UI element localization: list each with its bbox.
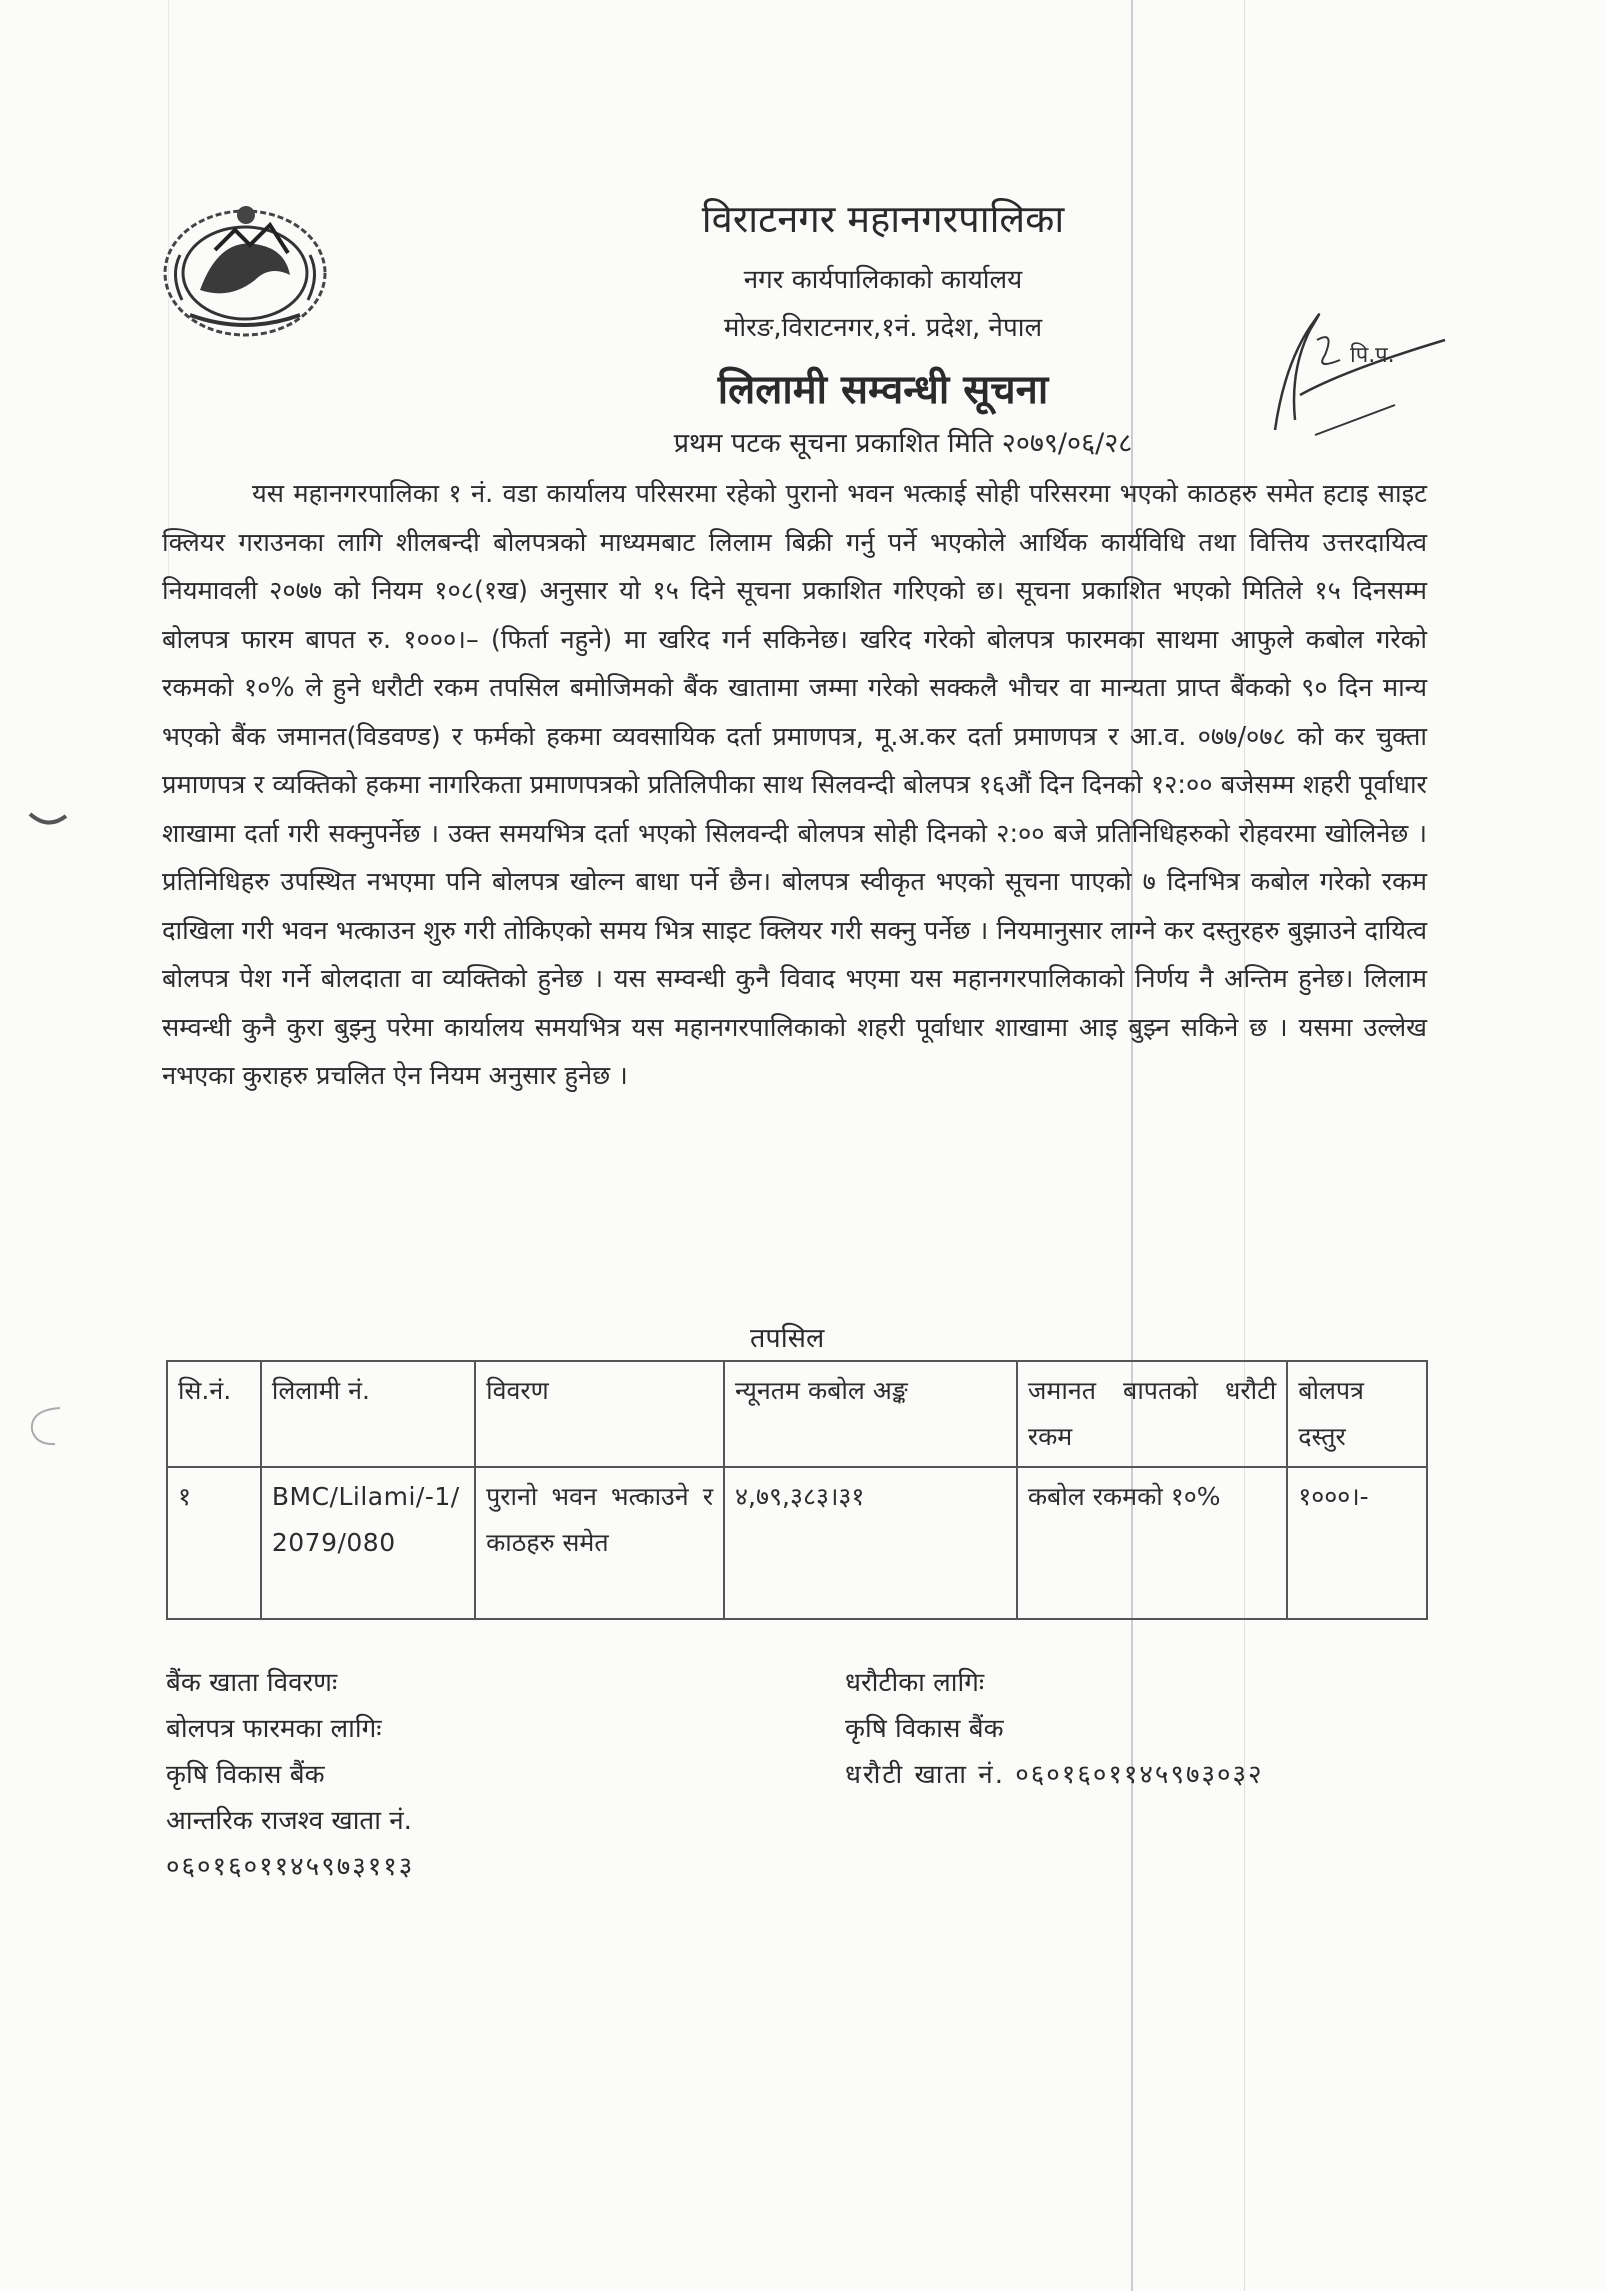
punch-hole-mark xyxy=(28,810,68,828)
deposit-account: धरौटी खाता नं. ०६०१६०११४५९७३०३२ xyxy=(845,1760,1264,1790)
cell-fee: १०००।- xyxy=(1287,1467,1427,1619)
notice-title: लिलामी सम्वन्धी सूचना xyxy=(717,367,1049,413)
revenue-account-number: ०६०१६०११४५९७३११३ xyxy=(166,1852,415,1882)
table-row xyxy=(167,1467,1427,1619)
publish-date: प्रथम पटक सूचना प्रकाशित मिति २०७९/०६/२८ xyxy=(673,428,1133,459)
header-fee: बोलपत्र दस्तुर xyxy=(1287,1361,1427,1467)
office-name: नगर कार्यपालिकाको कार्यालय xyxy=(743,265,1023,295)
deposit-purpose: धरौटीका लागिः xyxy=(845,1668,985,1698)
schedule-title: तपसिल xyxy=(750,1323,825,1354)
bid-form-purpose: बोलपत्र फारमका लागिः xyxy=(166,1714,382,1744)
cell-min-bid: ४,७९,३८३।३१ xyxy=(724,1467,1017,1619)
schedule-table xyxy=(166,1360,1428,1620)
header-lot-no: लिलामी नं. xyxy=(261,1361,475,1467)
bank-details-right xyxy=(845,1660,1264,1798)
office-address: मोरङ,विराटनगर,१नं. प्रदेश, नेपाल xyxy=(723,313,1043,343)
notice-body: यस महानगरपालिका १ नं. वडा कार्यालय परिसरमा रहेको पुरानो भवन भत्काई सोही परिसरमा भएको काठहरु समेत हटाइ साइट क्लियर गराउनका लागि शीलबन्दी बोलपत्रको माध्यमबाट लिलाम बिक्री गर्नु पर्ने भएकोले आर्थिक कार्यविधि तथा वित्तिय उत्तरदायित्व नियमावली २०७७ को नियम १०८(१ख) अनुसार यो १५ दिने सूचना प्रकाशित गरिएको छ। सूचना प्रकाशित भएको मितिले १५ दिनसम्म बोलपत्र फारम बापत रु. १०००।– (फिर्ता नहुने) मा खरिद गर्न सकिनेछ। खरिद गरेको बोलपत्र फारमका साथमा आफुले कबोल गरेको रकमको १०% ले हुने धरौटी रकम तपसिल बमोजिमको बैंक खातामा जम्मा गरेको सक्कलै भौचर वा मान्यता प्राप्त बैंकको ९० दिन मान्य भएको बैंक जमानत(विडवण्ड) र फर्मको हकमा व्यवसायिक दर्ता प्रमाणपत्र, मू.अ.कर दर्ता प्रमाणपत्र र आ.व. ०७७/०७८ को कर चुक्ता प्रमाणपत्र र व्यक्तिको हकमा नागरिकता प्रमाणपत्रको प्रतिलिपीका साथ सिलवन्दी बोलपत्र १६औं दिन दिनको १२:०० बजेसम्म शहरी पूर्वाधार शाखामा दर्ता गरी सक्नुपर्नेछ । उक्त समयभित्र दर्ता भएको सिलवन्दी बोलपत्र सोही दिनको २:०० बजे प्रतिनिधिहरुको रोहवरमा खोलिनेछ । प्रतिनिधिहरु उपस्थित नभएमा पनि बोलपत्र खोल्न बाधा पर्ने छैन। बोलपत्र स्वीकृत भएको सूचना पाएको ७ दिनभित्र कबोल गरेको रकम दाखिला गरी भवन भत्काउन शुरु गरी तोकिएको समय भित्र साइट क्लियर गरी सक्नु पर्नेछ । नियमानुसार लाग्ने कर दस्तुरहरु बुझाउने दायित्व बोलपत्र पेश गर्ने बोलदाता वा व्यक्तिको हुनेछ । यस सम्वन्धी कुनै विवाद भएमा यस महानगरपालिकाको निर्णय नै अन्तिम हुनेछ। लिलाम सम्वन्धी कुनै कुरा बुझ्नु परेमा कार्यालय समयभित्र यस महानगरपालिकाको शहरी पूर्वाधार शाखामा आइ बुझ्न सकिने छ । यसमा उल्लेख नभएका कुराहरु प्रचलित ऐन नियम अनुसार हुनेछ । xyxy=(162,479,1427,1091)
revenue-account-label: आन्तरिक राजश्व खाता नं. xyxy=(166,1806,412,1836)
header-serial: सि.नं. xyxy=(167,1361,261,1467)
bank-details-heading: बैंक खाता विवरणः xyxy=(166,1668,338,1698)
signature-text: पि.प. xyxy=(1350,343,1395,368)
header-min-bid: न्यूनतम कबोल अङ्क xyxy=(724,1361,1017,1467)
org-name: विराटनगर महानगरपालिका xyxy=(701,197,1065,241)
header-description: विवरण xyxy=(475,1361,724,1467)
bid-form-bank: कृषि विकास बैंक xyxy=(166,1760,325,1790)
deposit-bank: कृषि विकास बैंक xyxy=(845,1714,1004,1744)
table-header-row xyxy=(167,1361,1427,1467)
bank-details-left xyxy=(166,1660,414,1890)
cell-lot-no xyxy=(261,1467,475,1619)
cell-deposit: कबोल रकमको १०% xyxy=(1017,1467,1287,1619)
punch-hole-mark xyxy=(20,1400,70,1450)
lot-no-value: BMC/Lilami/-1/2079/080 xyxy=(271,1482,460,1557)
header-deposit: जमानत बापतको धरौटी रकम xyxy=(1017,1361,1287,1467)
cell-description: पुरानो भवन भत्काउने र काठहरु समेत xyxy=(475,1467,724,1619)
cell-serial: १ xyxy=(167,1467,261,1619)
